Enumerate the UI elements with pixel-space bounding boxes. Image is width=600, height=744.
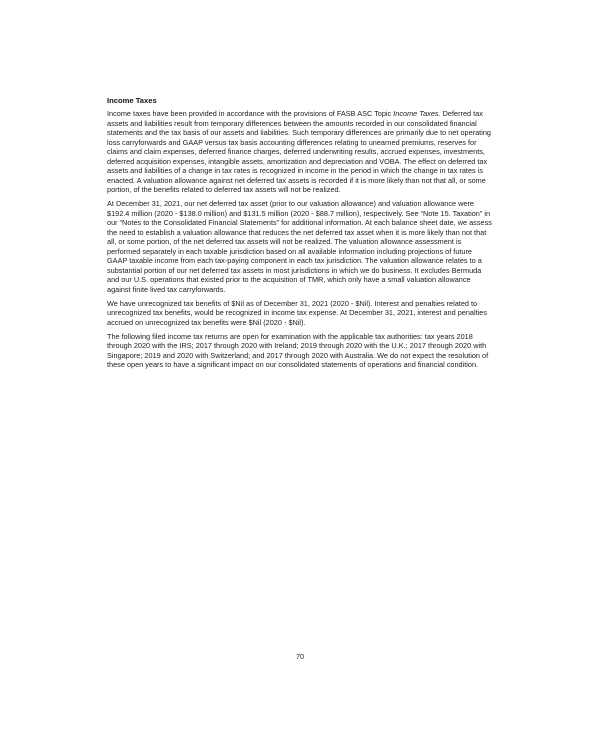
- paragraph-open-tax-years: The following filed income tax returns are open for examination with the applicable tax authorities: tax years 2018 through 2020 with the IRS; 2017 through 2020 with Ireland; 2019 through 2020 with the U.K.; 2017 through 2020 with Singapore; 2019 and 2020 with Switzerland; and 2017 through 2020 with Australia. We do not expect the resolution of these open years to have a significant impact on our consolidated statements of operations and financial condition.: [107, 331, 489, 369]
- paragraph-1-text-start: Income taxes have been provided in accordance with the provisions of FASB ASC Topic: [107, 109, 394, 118]
- paragraph-accounting-policy: [107, 109, 493, 195]
- topic-title-italic: Income Taxes.: [393, 109, 441, 118]
- paragraph-valuation-allowance: At December 31, 2021, our net deferred tax asset (prior to our valuation allowance) and valuation allowance were $192.4 million (2020 - $138.0 million) and $131.5 million (2020 - $88.7 million), respectively. See “Note 15. Taxation” in our “Notes to the Consolidated Financial Statements” for additional information. At each balance sheet date, we assess the need to establish a valuation allowance that reduces the net deferred tax asset when it is more likely than not that all, or some portion, of the net deferred tax assets will not be realized. The valuation allowance assessment is performed separately in each taxable jurisdiction based on all available information including projections of future GAAP taxable income from each tax-paying component in each tax jurisdiction. The valuation allowance relates to a substantial portion of our net deferred tax assets in most jurisdictions in which we do business. It excludes Bermuda and our U.S. operations that existed prior to the acquisition of TMR, which only have a small valuation allowance against finite lived tax carryforwards.: [107, 199, 492, 294]
- paragraph-unrecognized-tax-benefits: We have unrecognized tax benefits of $Nil as of December 31, 2021 (2020 - $Nil). Interest and penalties related to unrecognized tax benefits, would be recognized in income tax expense. At December 31, 2021, interest and penalties accrued on unrecognized tax benefits were $Nil (2020 - $Nil).: [107, 298, 488, 327]
- paragraph-1-text-end: Deferred tax assets and liabilities result from temporary differences between the amounts recorded in our consolidated financial statements and the tax basis of our assets and liabilities. Such temporary differences are primarily due to net operating loss carryforwards and GAAP versus tax basis accounting differences relating to unearned premiums, reserves for claims and claim expenses, deferred finance charges, deferred underwriting results, accrued expenses, investments, deferred acquisition expenses, intangible assets, amortization and depreciation and VOBA. The effect on deferred tax assets and liabilities of a change in tax rates is recognized in income in the period in which the change in tax rates is enacted. A valuation allowance against net deferred tax assets is recorded if it is more likely than not that all, or some portion, of the benefits related to deferred tax assets will not be realized.: [107, 109, 491, 194]
- page-number: 70: [295, 652, 305, 661]
- section-heading: Income Taxes: [107, 96, 157, 105]
- income-taxes-section: [107, 96, 493, 374]
